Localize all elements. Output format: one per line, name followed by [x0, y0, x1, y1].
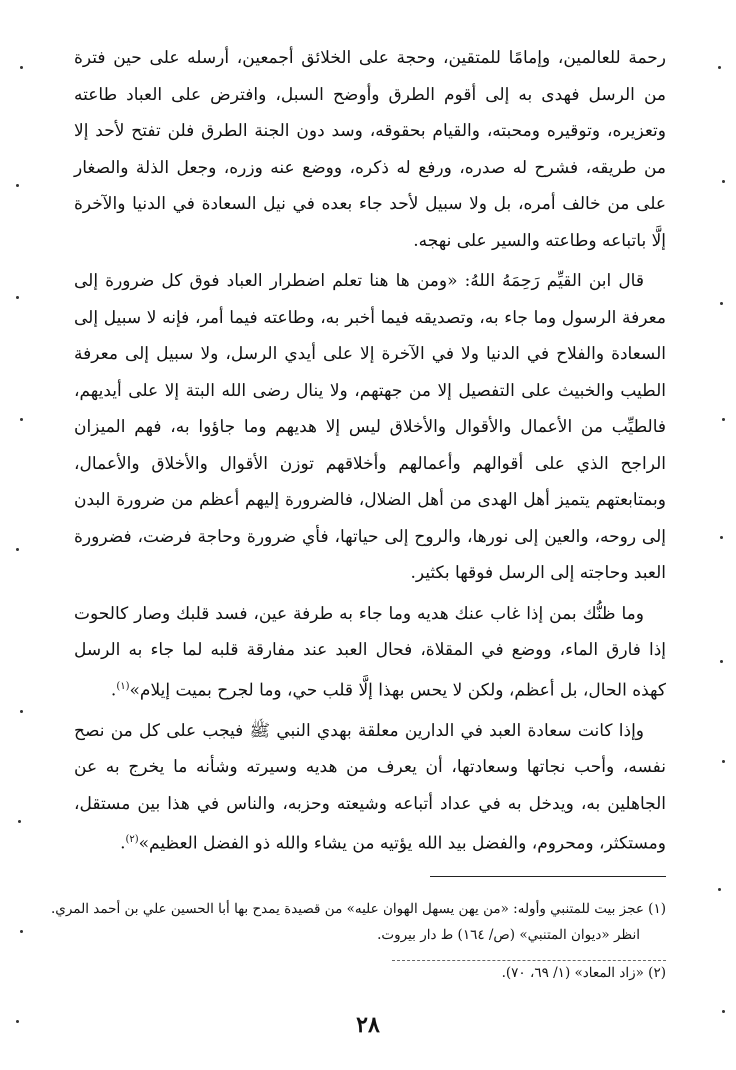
margin-speck: [16, 1020, 19, 1023]
margin-speck: [18, 820, 21, 823]
margin-speck: [16, 184, 19, 187]
margin-speck: [720, 660, 723, 663]
page-number: ٢٨: [356, 1012, 380, 1038]
margin-speck: [16, 296, 19, 299]
footnote-mark-1: (١): [116, 680, 130, 692]
margin-speck: [722, 760, 725, 763]
margin-speck: [718, 888, 721, 891]
footnote-separator: [430, 876, 666, 877]
paragraph-3-text: وما ظنُّك بمن إذا غاب عنك هديه وما جاء به طرفة عين، فسد قلبك وصار كالحوت إذا فارق الماء، ووضع في المقلاة، فحال العبد عند مفارقة قلبه لما جاء به الرسل كهذه الحال، بل أعظم، ولكن لا يحس بهذا إلَّا قلب حي، وما لجرح بميت إيلام»: [74, 603, 666, 701]
margin-speck: [20, 418, 23, 421]
margin-speck: [722, 180, 725, 183]
footnotes: [50, 896, 666, 986]
paragraph-4-text: وإذا كانت سعادة العبد في الدارين معلقة بهدي النبي ﷺ فيجب على كل من نصح نفسه، وأحب نجاتها وسعادتها، أن يعرف من هديه وسيرته وشأنه ما يخرج به عن الجاهلين به، ويدخل به في عداد أتباعه وشيعته وحزبه، والناس في هذا بين مستقل، ومستكثر، ومحروم، والفضل بيد الله يؤتيه من يشاء والله ذو الفضل العظيم»: [74, 720, 666, 854]
footnote-1-line-1: (١) عجز بيت للمتنبي وأوله: «من يهن يسهل الهوان عليه» من قصيدة يمدح بها أبا الحسين علي بن أحمد المري.: [50, 901, 666, 917]
footnote-mark-2: (٢): [125, 834, 139, 846]
margin-speck: [720, 302, 723, 305]
margin-speck: [20, 66, 23, 69]
paragraph-1: رحمة للعالمين، وإمامًا للمتقين، وحجة على الخلائق أجمعين، أرسله على حين فترة من الرسل فهدى به إلى أقوم الطرق وأوضح السبل، وافترض على العباد طاعته وتعزيره، وتوقيره ومحبته، والقيام بحقوقه، وسد دون الجنة الطرق فلن تفتح لأحد إلا من طريقه، فشرح له صدره، ورفع له ذكره، ووضع عنه وزره، وجعل الذلة والصغار على من خالف أمره، بل ولا سبيل لأحد جاء بعده في نيل السعادة في الدنيا والآخرة إلَّا باتباعه وطاعته والسير على نهجه.: [74, 48, 666, 251]
footnote-1-line-2: انظر «ديوان المتنبي» (ص/ ١٦٤) ط دار بيروت.: [377, 927, 640, 943]
main-text: [74, 40, 666, 862]
margin-speck: [722, 1010, 725, 1013]
paragraph-2: قال ابن القيِّم رَحِمَهُ اللهُ: «ومن ها هنا تعلم اضطرار العباد فوق كل ضرورة إلى معرفة الرسول وما جاء به، وتصديقه فيما أخبر به، وطاعته فيما أمر، فإنه لا سبيل إلى السعادة والفلاح في الدنيا ولا في الآخرة إلا على أيدي الرسل، ولا سبيل إلى معرفة الطيب والخبيث على التفصيل إلا من جهتهم، ولا ينال رضى الله البتة إلا على أيديهم، فالطيِّب من الأعمال والأقوال والأخلاق ليس إلا هديهم وما جاؤوا به، فهم الميزان الراجح الذي على أقوالهم وأعمالهم وأخلاقهم توزن الأقوال والأخلاق والأعمال، وبمتابعتهم يتميز أهل الهدى من أهل الضلال، فالضرورة إليهم أعظم من ضرورة البدن إلى روحه، والعين إلى نورها، والروح إلى حياتها، فأي ضرورة وحاجة فرضت، فضرورة العبد وحاجته إلى الرسل فوقها بكثير.: [74, 271, 666, 583]
margin-speck: [20, 710, 23, 713]
footnote-2: (٢) «زاد المعاد» (١/ ٦٩، ٧٠).: [501, 965, 666, 981]
paragraph-3: وما ظنُّك بمن إذا غاب عنك هديه وما جاء به طرفة عين، فسد قلبك وصار كالحوت إذا فارق الماء، ووضع في المقلاة، فحال العبد عند مفارقة قلبه لما جاء به الرسل كهذه الحال، بل أعظم، ولكن لا يحس بهذا إلَّا قلب حي، وما لجرح بميت إيلام»$^{(١)}$.: [74, 603, 666, 701]
margin-speck: [722, 418, 725, 421]
margin-speck: [720, 536, 723, 539]
margin-speck: [20, 930, 23, 933]
paragraph-4: وإذا كانت سعادة العبد في الدارين معلقة بهدي النبي ﷺ فيجب على كل من نصح نفسه، وأحب نجاتها وسعادتها، أن يعرف من هديه وسيرته وشأنه ما يخرج به عن الجاهلين به، ويدخل به في عداد أتباعه وشيعته وحزبه، والناس في هذا بين مستقل، ومستكثر، ومحروم، والفضل بيد الله يؤتيه من يشاء والله ذو الفضل العظيم»$^{(٢)}$.: [74, 720, 666, 854]
margin-speck: [16, 548, 19, 551]
margin-speck: [718, 66, 721, 69]
